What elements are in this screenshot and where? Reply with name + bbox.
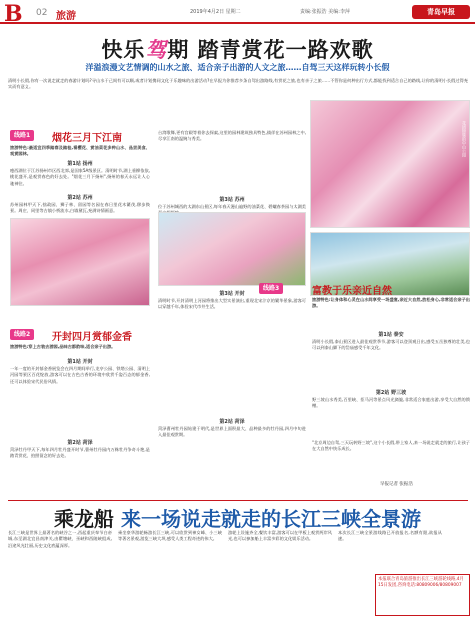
column-2-stop-1-text: 位于苏州城西的太湖东山景区,每年春天漫山遍野的油菜花、碧螺春茶园与太湖美 [158, 204, 306, 209]
route-1-stop-1-text: 瘦西湖位于江苏扬州市区西北郊,是国家5A级景区。清明时节,湖上垂柳依依,桃花盛开,是观赏春色的好去处。"烟花三月下扬州",扬州的春天永远让人心驰神往。 [10, 168, 150, 186]
route-3-stop-1: 第1站 泰安 [378, 332, 404, 338]
bottom-column-2: 乘坐豪华游轮畅游长江三峡,可以欣赏到神女峰、小三峡等著名景观,游览三峡大坝,感受人类工程奇迹的伟大。 [118, 530, 222, 542]
newspaper-logo: 青岛早报 [412, 5, 470, 19]
route-2-desc: 旅游特色:穿上古装去游园,品味古都韵味,适合亲子出游。 [10, 344, 116, 349]
route-2-title: 开封四月赏郁金香 [52, 332, 132, 343]
route-3-label: 线路3 [259, 283, 283, 294]
bottom-column-3: 游轮上设施齐全,餐饮丰富,游客可以在甲板上观赏两岸风光,也可以参加船上丰富多彩的文化娱乐活动。 [228, 530, 332, 542]
headline2-accent: 来一场说走就走的长江三峡全景游 [120, 507, 421, 531]
headline-post: 期 踏青赏花一路欢歌 [167, 38, 374, 62]
route-2-label: 线路2 [10, 329, 34, 340]
blossom-walkway-photo [10, 218, 150, 306]
column-2-stop-3-text: 菏泽曹州牡丹园始建于明代,是世界上面积最大、品种最多的牡丹园,四月中旬进入最佳观赏期。 [158, 426, 306, 438]
route-3-stop-2: 第2站 野三坡 [375, 390, 407, 396]
section-name: 旅游 [56, 11, 76, 22]
route-1-stop-2: 第2站 苏州 [67, 195, 93, 201]
main-headline [0, 34, 475, 64]
route-1-desc: 旅游特色:最适宜四季踏春及踏桂,看樱花、赏油菜花多种山水、品尝美食、观赏园林。 [10, 145, 150, 157]
editor-credit: 责编:张振浩 美编:李萍 [300, 9, 350, 15]
column-2-text: 台湾歌舞,更有宫殿等着你去探索,这里的园林建筑独具特色,徜徉在苏州园林之中,尽享江南的温婉与秀美。 [158, 130, 306, 142]
section-divider [8, 500, 468, 501]
sub-headline: 洋溢浪漫文艺情调的山水之旅、适合亲子出游的人文之旅……自驾三天这样玩转小长假 [85, 63, 390, 72]
route-2-stop-1-text: 一年一度的开封郁金香展览会在四月期间举行,龙亭公园、铁塔公园、清明上河园等景区百花绽放,游客可以在古色古香的环境中欣赏千姿百态的郁金香,还可以体验宋代民俗风情。 [10, 366, 150, 384]
column-2-stop-3: 第2站 菏泽 [219, 419, 245, 425]
route-2-stop-2: 第2站 菏泽 [67, 440, 93, 446]
route-3-desc: 旅游特色:让身体和心灵在山水间享受一场盛宴,亲近大自然,放松身心,非常适合亲子出游。 [312, 297, 470, 309]
headline-pre: 快乐 [101, 38, 146, 62]
photo-caption: 花团锦簇的中山公园 [462, 121, 467, 157]
route-1-stop-1: 第1站 扬州 [67, 161, 93, 167]
route-2-stop-1: 第1站 开封 [67, 359, 93, 365]
route-1-label: 线路1 [10, 130, 34, 141]
page-number: 02 [36, 8, 48, 18]
lake-park-photo [158, 212, 306, 286]
secondary-headline [0, 503, 475, 532]
masthead [0, 0, 475, 27]
reporter-byline: 早报记者 张振浩 [380, 482, 413, 487]
column-2-stop-1: 第3站 苏州 [219, 197, 245, 203]
bottom-column-4: 本次长江三峡全景游线路已开放报名,名额有限,欲报从速。 [338, 530, 442, 542]
route-2-stop-2-text: 菏泽牡丹甲天下,每年四月牡丹盛开时节,曹州牡丹园内万株牡丹争奇斗艳,是踏青赏花、拍照留念的好去处。 [10, 447, 150, 459]
route-3-title: 富教于乐亲近自然 [312, 286, 392, 297]
route-3-stop-2-text: 野三坡山水秀美,百里峡、拒马河等景点风光旖旎,非常适合家庭出游,享受大自然的馈赠。 [312, 397, 470, 409]
column-2-stop-2: 第3站 开封 [219, 291, 245, 297]
bottom-column-1: 长江三峡是世界上最著名的峡谷之一,西起重庆奉节白帝城,东至湖北宜昌南津关,由瞿塘峡、巫峡和西陵峡组成,沿途风光壮丽,历史文化底蕴深厚。 [8, 530, 112, 548]
contact-notice-box: 本报联合青岛旅游推出长江三峡游轮线路,4月15日发团,咨询电话:80809006/80809007 [375, 574, 470, 616]
headline-accent: 驾 [145, 38, 168, 62]
column-2-stop-2-text: 清明时节,开封清明上河园将推出大型实景演出,重现北宋汴京的繁华景象,游客可以穿越千年,体验宋代市井生活。 [158, 298, 306, 310]
section-letter: B [4, 1, 23, 27]
route-3-closing-text: "北京周边自驾,三天玩转野三坡",这个小长假,带上家人,来一场说走就走的旅行,让孩子在大自然中快乐成长。 [312, 440, 470, 452]
route-1-stop-2-text: 苏州园林甲天下,拙政园、狮子林、留园等名园在春日里花木繁茂,移步换景。周庄、同里等古镇小桥流水,白墙黛瓦,充满诗情画意。 [10, 202, 150, 214]
cherry-blossom-photo [310, 100, 470, 228]
route-1-title: 烟花三月下江南 [52, 133, 122, 144]
headline2-pre: 乘龙船 [54, 507, 121, 531]
route-3-stop-1-text: 清明小长假,泰山景区进入最佳观赏季节,游客可以登顶观日出,感受五岳独尊的壮美,也可以到泰山脚下的岱庙感受千年文化。 [312, 339, 470, 351]
intro-paragraph: 清明小长假,你有一次说走就走的春游计划吗?寻山水于己间有可以顺,或者计划携同文化于乐趣味的出游活动?在早报为你推荐多条自驾出游路线,有赏花之旅,也有亲子之旅……不管你是何种出行方式,都能找到适合自己的路线,让你的清明小长假过得充实而有意义。 [8, 78, 468, 90]
issue-date: 2019年4月2日 星期二 [190, 9, 241, 15]
